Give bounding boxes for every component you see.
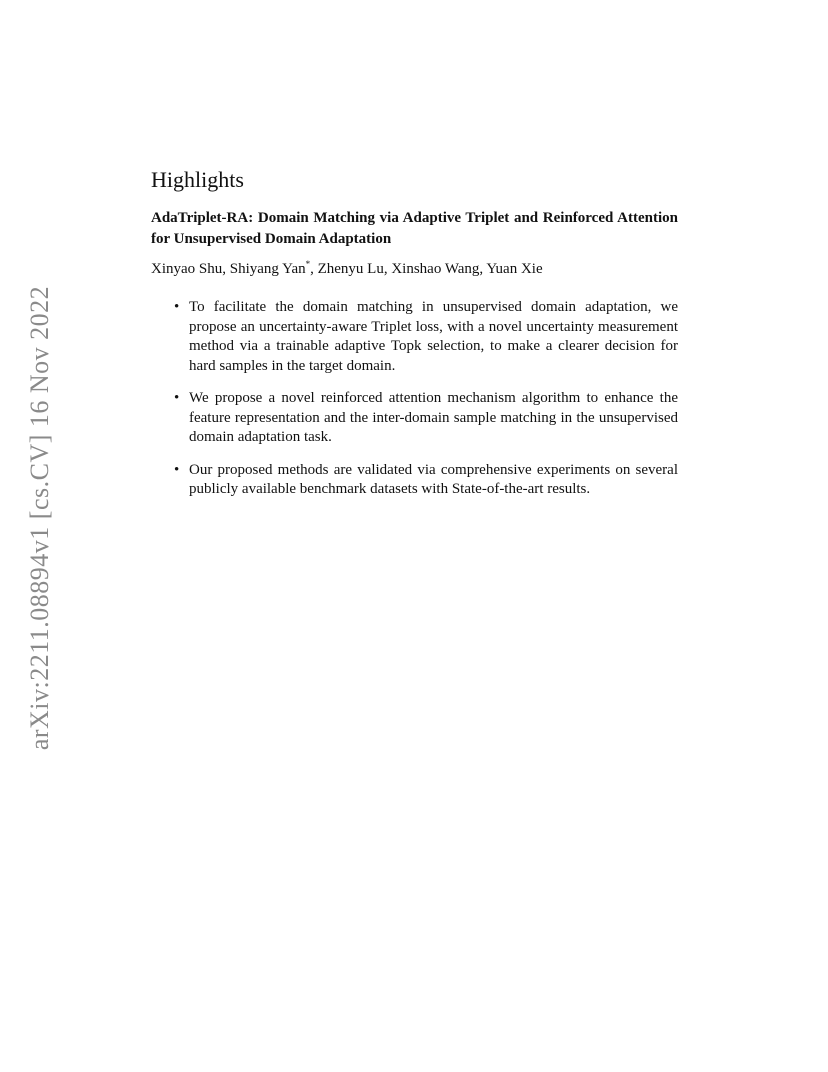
highlight-item: [174, 298, 678, 376]
arxiv-identifier-stamp: arXiv:2211.08894v1 [cs.CV] 16 Nov 2022: [25, 285, 54, 751]
highlight-text: Our proposed methods are validated via comprehensive experiments on several publicly available benchmark datasets with State-of-the-art results.: [189, 461, 678, 497]
bullet-icon: •: [174, 299, 180, 315]
authors-trailing: , Zhenyu Lu, Xinshao Wang, Yuan Xie: [310, 261, 543, 277]
highlight-item: [174, 389, 678, 448]
section-heading: Highlights: [151, 167, 244, 192]
bullet-icon: •: [174, 461, 180, 478]
paper-title: AdaTriplet-RA: Domain Matching via Adaptive Triplet and Reinforced Attention for Unsupervised Domain Adaptation: [151, 210, 678, 247]
highlights-page: [151, 166, 678, 513]
authors-leading: Xinyao Shu, Shiyang Yan: [151, 261, 306, 277]
author-list: [151, 259, 678, 280]
corresponding-author-mark: *: [305, 259, 311, 269]
highlight-text: To facilitate the domain matching in unsupervised domain adaptation, we propose an uncertainty-aware Triplet loss, with a novel uncertainty measurement method via a trainable adaptive Topk selection, to make a clearer decision for hard samples in the target domain.: [189, 299, 678, 374]
highlight-item: [174, 461, 678, 500]
bullet-icon: •: [174, 390, 180, 406]
highlights-list: [151, 298, 678, 500]
highlight-text: We propose a novel reinforced attention mechanism algorithm to enhance the feature representation and the inter-domain sample matching in the unsupervised domain adaptation task.: [189, 390, 678, 445]
